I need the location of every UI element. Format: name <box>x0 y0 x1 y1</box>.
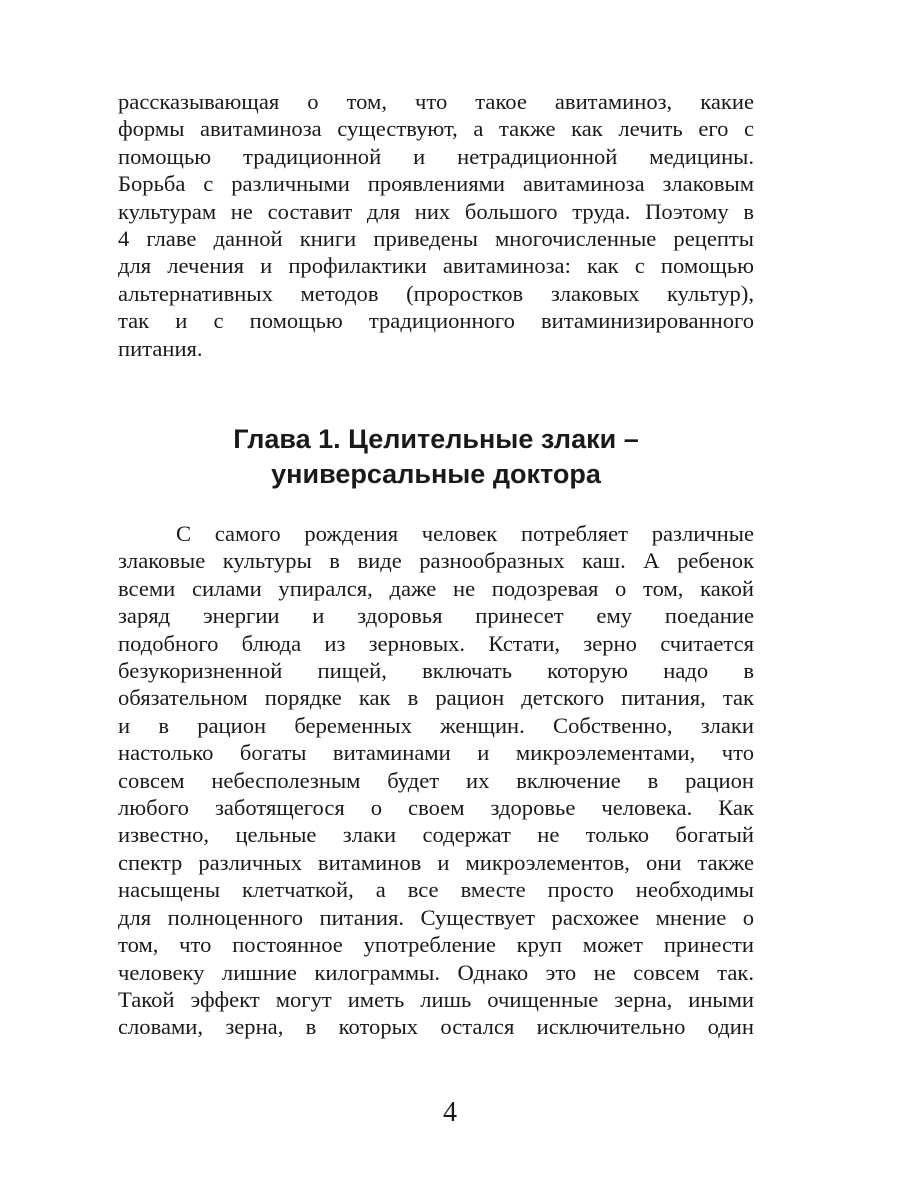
text-line: всеми силами упирался, даже не подозревая о том, какой <box>118 575 754 601</box>
text-line: формы авитаминоза существуют, а также как лечить его с <box>118 116 754 142</box>
text-line: Такой эффект могут иметь лишь очищенные зерна, иными <box>118 986 754 1012</box>
text-line: культурам не составит для них большого труда. Поэтому в <box>118 198 754 224</box>
text-line: спектр различных витаминов и микроэлементов, они также <box>118 849 754 875</box>
text-line: Борьба с различными проявлениями авитаминоза злаковым <box>118 171 754 197</box>
text-line: для полноценного питания. Существует расхожее мнение о <box>118 904 754 930</box>
body-paragraph <box>118 520 754 1041</box>
text-line: 4 главе данной книги приведены многочисленные рецепты <box>118 226 754 252</box>
text-line: рассказывающая о том, что такое авитаминоз, какие <box>118 89 754 114</box>
text-line: и в рацион беременных женщин. Собственно, злаки <box>118 712 754 738</box>
chapter-title <box>118 422 754 492</box>
text-line: безукоризненной пищей, включать которую надо в <box>118 658 754 684</box>
text-line: злаковые культуры в виде разнообразных каш. А ребенок <box>118 548 754 574</box>
text-line: настолько богаты витаминами и микроэлементами, что <box>118 740 754 766</box>
text-line: так и с помощью традиционного витаминизированного <box>118 308 754 334</box>
text-line: известно, цельные злаки содержат не только богатый <box>118 822 754 848</box>
page-number: 4 <box>443 1097 457 1128</box>
text-line: словами, зерна, в которых остался исключительно один <box>118 1014 754 1040</box>
text-line: для лечения и профилактики авитаминоза: как с помощью <box>118 253 754 279</box>
intro-paragraph <box>118 88 754 362</box>
chapter-title-line-1: Глава 1. Целительные злаки – <box>233 424 639 454</box>
text-line: подобного блюда из зерновых. Кстати, зерно считается <box>118 630 754 656</box>
chapter-title-line-2: универсальные доктора <box>271 459 601 489</box>
text-line: любого заботящегося о своем здоровье человека. Как <box>118 795 754 821</box>
text-line: том, что постоянное употребление круп может принести <box>118 932 754 958</box>
text-line: С самого рождения человек потребляет различные <box>176 521 754 546</box>
text-line: обязательном порядке как в рацион детского питания, так <box>118 685 754 711</box>
text-line: питания. <box>118 335 203 361</box>
text-line: помощью традиционной и нетрадиционной медицины. <box>118 143 754 169</box>
text-line: альтернативных методов (проростков злаковых культур), <box>118 280 754 306</box>
text-line: человеку лишние килограммы. Однако это не совсем так. <box>118 959 754 985</box>
text-line: насыщены клетчаткой, а все вместе просто необходимы <box>118 877 754 903</box>
text-line: совсем небесполезным будет их включение в рацион <box>118 767 754 793</box>
text-line: заряд энергии и здоровья принесет ему поедание <box>118 603 754 629</box>
